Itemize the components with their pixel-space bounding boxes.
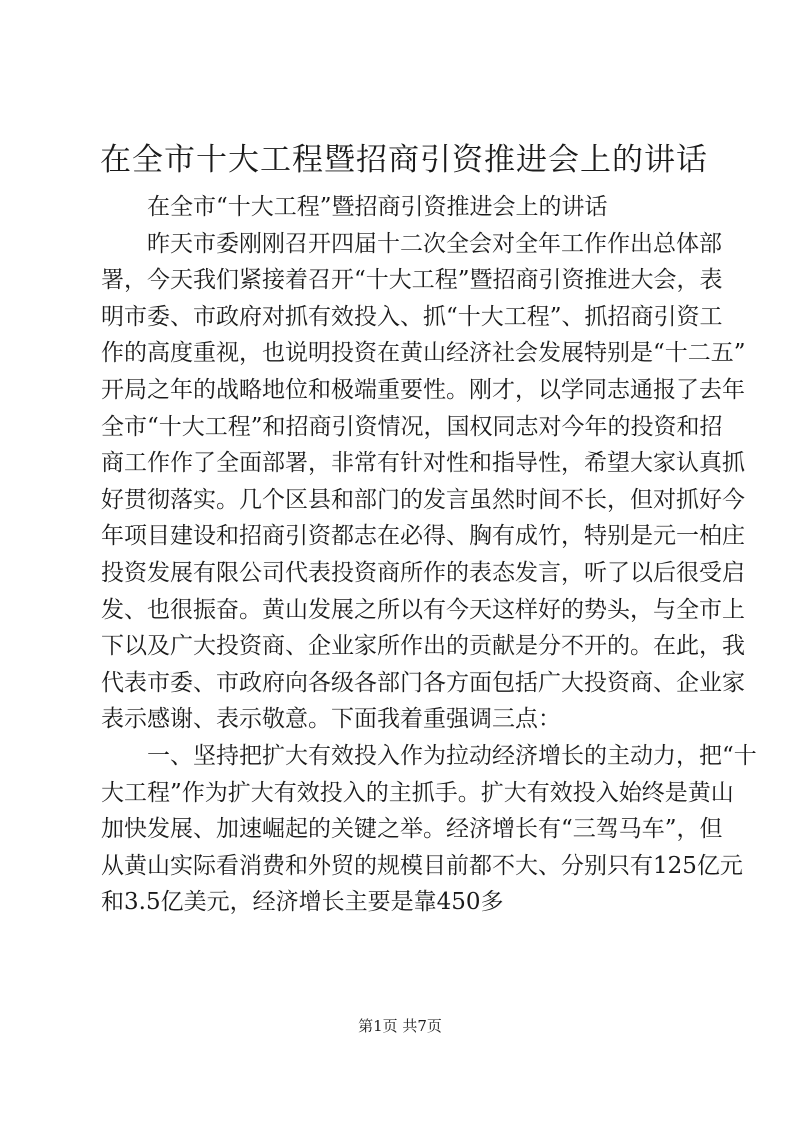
text-line: 表示感谢、表示敬意。下面我着重强调三点： bbox=[101, 706, 561, 733]
text-line: 年项目建设和招商引资都志在必得、胸有成竹，特别是元一柏庄 bbox=[101, 523, 745, 550]
text-line: 昨天市委刚刚召开四届十二次全会对全年工作作出总体部 bbox=[147, 230, 722, 257]
text-line: 明市委、市政府对抓有效投入、抓“十大工程”、抓招商引资工 bbox=[101, 303, 723, 330]
text-line: 下以及广大投资商、企业家所作出的贡献是分不开的。在此，我 bbox=[101, 633, 745, 660]
document-title: 在全市十大工程暨招商引资推进会上的讲话 bbox=[100, 142, 708, 178]
document-body bbox=[101, 189, 757, 921]
text-line: 在全市“十大工程”暨招商引资推进会上的讲话 bbox=[147, 194, 608, 220]
page-footer: 第1页 共7页 bbox=[358, 1017, 442, 1035]
text-line: 发、也很振奋。黄山发展之所以有今天这样好的势头，与全市上 bbox=[101, 596, 745, 623]
text-line: 投资发展有限公司代表投资商所作的表态发言，听了以后很受启 bbox=[101, 559, 745, 586]
text-line: 从黄山实际看消费和外贸的规模目前都不大、分别只有125亿元 bbox=[101, 852, 743, 879]
text-line: 加快发展、加速崛起的关键之举。经济增长有“三驾马车”，但 bbox=[101, 816, 723, 843]
text-line: 一、坚持把扩大有效投入作为拉动经济增长的主动力，把“十 bbox=[147, 742, 757, 769]
text-line: 全市“十大工程”和招商引资情况，国权同志对今年的投资和招 bbox=[101, 413, 723, 440]
text-line: 和3.5亿美元，经济增长主要是靠450多 bbox=[101, 889, 504, 916]
text-line: 作的高度重视，也说明投资在黄山经济社会发展特别是“十二五” bbox=[101, 340, 746, 367]
text-line: 代表市委、市政府向各级各部门各方面包括广大投资商、企业家 bbox=[101, 669, 745, 696]
text-line: 开局之年的战略地位和极端重要性。刚才，以学同志通报了去年 bbox=[101, 376, 745, 403]
text-line: 好贯彻落实。几个区县和部门的发言虽然时间不长，但对抓好今 bbox=[101, 486, 745, 513]
text-line: 商工作作了全面部署，非常有针对性和指导性，希望大家认真抓 bbox=[101, 450, 745, 477]
text-line: 大工程”作为扩大有效投入的主抓手。扩大有效投入始终是黄山 bbox=[101, 779, 734, 806]
text-line: 署，今天我们紧接着召开“十大工程”暨招商引资推进大会，表 bbox=[101, 267, 723, 294]
